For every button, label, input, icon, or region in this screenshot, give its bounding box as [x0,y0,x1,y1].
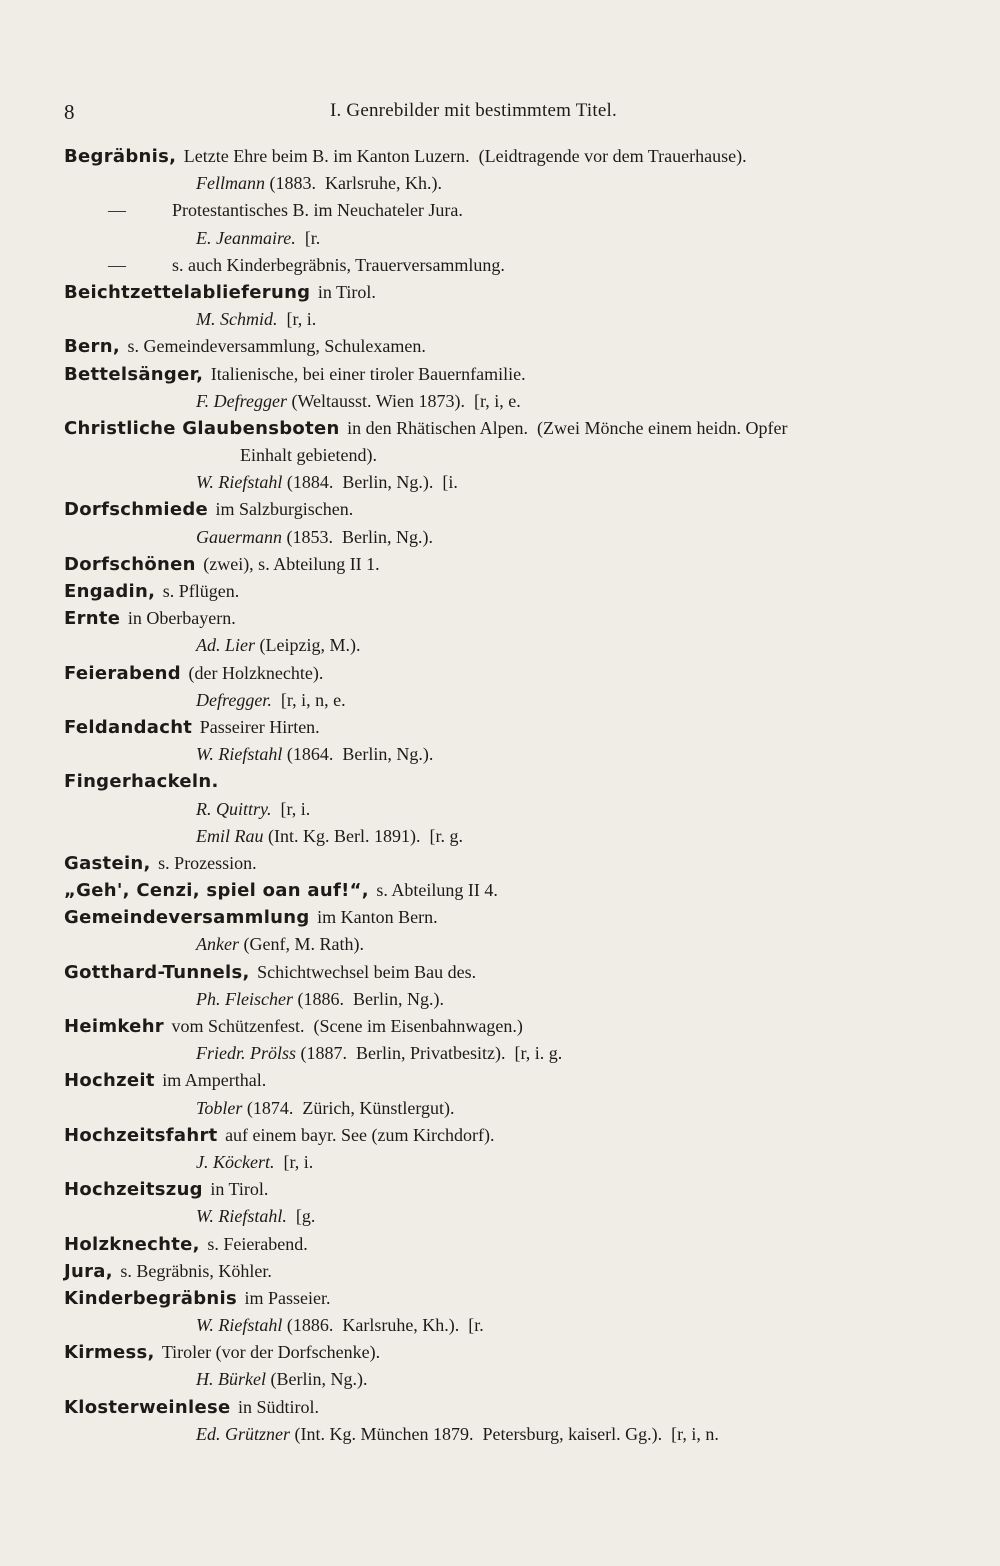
entry-description: s. Begräbnis, Köhler. [120,1260,272,1281]
entry-headword: Dorfschmiede [64,499,209,521]
entry-headword: Hochzeitsfahrt [64,1124,218,1146]
index-entry [64,1285,954,1312]
artist-reference [64,469,954,496]
entry-headword: Hochzeitszug [64,1179,203,1201]
artist-reference [64,170,954,197]
artist-reference [64,225,954,252]
artist-name: W. Riefstahl [196,472,283,493]
entry-description: im Salzburgischen. [215,499,354,520]
index-entry [64,1122,954,1149]
index-entry [64,605,954,632]
artist-name: E. Jeanmaire. [196,227,296,248]
artwork-details: [r, i. [274,1151,314,1172]
running-title: I. Genrebilder mit bestimmtem Titel. [330,100,617,121]
index-entry [64,1339,954,1366]
artist-name: H. Bürkel [196,1369,266,1390]
entry-headword: Bettelsänger, [64,363,204,385]
entry-headword: Fingerhackeln. [64,771,219,793]
artwork-details: (Int. Kg. München 1879. Petersburg, kaiserl. Gg.). [r, i, n. [290,1423,719,1444]
entry-description: in den Rhätischen Alpen. (Zwei Mönche einem heidn. Opfer [347,417,788,438]
index-entry [64,1067,954,1094]
artist-reference [64,741,954,768]
entry-description: in Tirol. [210,1179,269,1200]
artwork-details: [r, i. [271,798,311,819]
entry-headword: Ernte [64,608,121,630]
artist-reference [64,632,954,659]
index-entry [64,714,954,741]
artwork-details: (1886. Berlin, Ng.). [292,988,444,1009]
artwork-details: (1886. Karlsruhe, Kh.). [r. [282,1315,484,1336]
entry-description: s. Pflügen. [162,581,240,601]
artwork-details: (Weltausst. Wien 1873). [r, i, e. [286,390,521,411]
entry-headword: Begräbnis, [64,146,177,167]
artist-name: Emil Rau [196,825,264,846]
index-entry [64,496,954,523]
index-entry [64,1394,954,1421]
repeat-entry [64,197,954,224]
artist-reference [64,1203,954,1230]
entry-description: s. Abteilung II 4. [376,880,498,901]
artist-reference [64,1312,954,1339]
entry-headword: Dorfschönen [64,553,196,575]
index-entry [64,850,954,877]
entry-headword: Gastein, [64,852,151,874]
repeat-dash: — [108,254,126,275]
entry-headword: Kinderbegräbnis [64,1287,237,1309]
index-entry [64,143,954,170]
entry-headword: Feierabend [64,662,181,684]
entry-description: Passeirer Hirten. [199,716,320,737]
artist-name: W. Riefstahl. [196,1206,287,1227]
artist-name: M. Schmid. [196,309,278,330]
artist-reference [64,687,954,714]
artist-reference [64,1149,954,1176]
artist-name: Anker [196,934,239,955]
artwork-details: (1884. Berlin, Ng.). [i. [282,472,458,493]
index-entry [64,361,954,388]
entry-description: (zwei), s. Abteilung II 1. [203,553,380,574]
entry-headword: Christliche Glaubensboten [64,417,340,439]
entry-description: Protestantisches B. im Neuchateler Jura. [172,200,463,221]
index-entry [64,279,954,306]
artwork-details: (1874. Zürich, Künstlergut). [242,1097,455,1118]
artist-reference [64,1095,954,1122]
artist-name: W. Riefstahl [196,1315,283,1336]
entry-description: im Kanton Bern. [317,907,438,928]
artist-reference [64,986,954,1013]
index-entry [64,415,954,442]
artist-name: Ph. Fleischer [196,988,293,1009]
artist-name: R. Quittry. [196,798,272,819]
entry-continuation [64,442,954,469]
index-entry [64,904,954,931]
index-entry [64,551,954,578]
entry-description: Letzte Ehre beim B. im Kanton Luzern. (Leidtragende vor dem Trauerhause). [183,146,747,166]
running-head [64,100,944,130]
index-entry [64,333,954,360]
artist-name: Gauermann [196,526,282,547]
artist-name: Ad. Lier [196,635,256,656]
artist-reference [64,931,954,958]
index-entry [64,1013,954,1040]
artist-name: Fellmann [196,173,265,194]
artist-reference [64,306,954,333]
entry-description: in Oberbayern. [127,608,236,629]
artwork-details: [r, i. [277,309,317,330]
entry-description: im Passeier. [244,1287,331,1308]
entry-headword: Heimkehr [64,1016,164,1037]
entry-description: s. auch Kinderbegräbnis, Trauerversammlung. [172,254,505,275]
entry-description: auf einem bayr. See (zum Kirchdorf). [225,1124,495,1145]
artist-name: Ed. Grützner [196,1423,290,1444]
index-entry [64,768,954,795]
artist-name: Tobler [196,1097,243,1118]
entry-description: s. Feierabend. [207,1233,308,1254]
artist-reference [64,823,954,850]
artist-name: F. Defregger [196,390,287,411]
entry-headword: Bern, [64,336,120,358]
entry-headword: Kirmess, [64,1342,155,1364]
artist-name: Defregger. [196,689,272,710]
artist-reference [64,524,954,551]
artwork-details: (1864. Berlin, Ng.). [282,744,434,765]
index-entry [64,660,954,687]
artist-reference [64,1366,954,1393]
entry-headword: Gemeindeversammlung [64,907,310,929]
artist-reference [64,388,954,415]
artwork-details: (1887. Berlin, Privatbesitz). [r, i. g. [296,1043,563,1064]
artwork-details: (1883. Karlsruhe, Kh.). [265,173,442,194]
index-entry [64,877,954,904]
entry-headword: Beichtzettelablieferung [64,281,311,303]
artwork-details: (1853. Berlin, Ng.). [282,526,433,547]
entry-description: Schichtwechsel beim Bau des. [257,961,477,982]
artwork-details: (Genf, M. Rath). [238,934,364,955]
artist-reference [64,1040,954,1067]
index-entry [64,1258,954,1285]
entry-description: (der Holzknechte). [188,662,324,683]
entry-description: vom Schützenfest. (Scene im Eisenbahnwagen.) [171,1016,523,1036]
entry-headword: Jura, [64,1260,113,1282]
entry-description: im Amperthal. [162,1070,267,1091]
entry-description: in Tirol. [317,281,376,302]
entry-headword: Klosterweinlese [64,1396,231,1418]
entry-headword: Engadin, [64,581,156,602]
entry-headword: Feldandacht [64,716,193,738]
artist-reference [64,796,954,823]
artwork-details: (Int. Kg. Berl. 1891). [r. g. [263,825,463,846]
entry-description: Einhalt gebietend). [240,445,377,466]
repeat-entry [64,252,954,279]
entry-headword: Hochzeit [64,1070,155,1092]
index-entry [64,1176,954,1203]
artist-name: W. Riefstahl [196,744,283,765]
index-entry [64,578,954,605]
entry-description: in Südtirol. [238,1396,320,1417]
artwork-details: (Leipzig, M.). [255,635,361,656]
artwork-details: [r, i, n, e. [271,689,346,710]
artwork-details: [g. [286,1206,316,1227]
entry-description: s. Prozession. [158,852,257,873]
artwork-details: [r. [295,227,321,248]
entry-description: Tiroler (vor der Dorfschenke). [161,1342,381,1363]
repeat-dash: — [108,200,126,221]
artwork-details: (Berlin, Ng.). [265,1369,368,1390]
index-entries [64,143,954,1448]
artist-name: J. Köckert. [196,1151,275,1172]
artist-name: Friedr. Prölss [196,1043,297,1064]
entry-description: s. Gemeindeversammlung, Schulexamen. [127,336,426,357]
index-entry [64,959,954,986]
entry-description: Italienische, bei einer tiroler Bauernfamilie. [210,363,526,384]
entry-headword: „Geh', Cenzi, spiel oan auf!“, [64,880,369,902]
artist-reference [64,1421,954,1448]
index-entry [64,1231,954,1258]
page-number: 8 [64,100,75,124]
entry-headword: Holzknechte, [64,1233,200,1255]
entry-headword: Gotthard-Tunnels, [64,961,250,983]
